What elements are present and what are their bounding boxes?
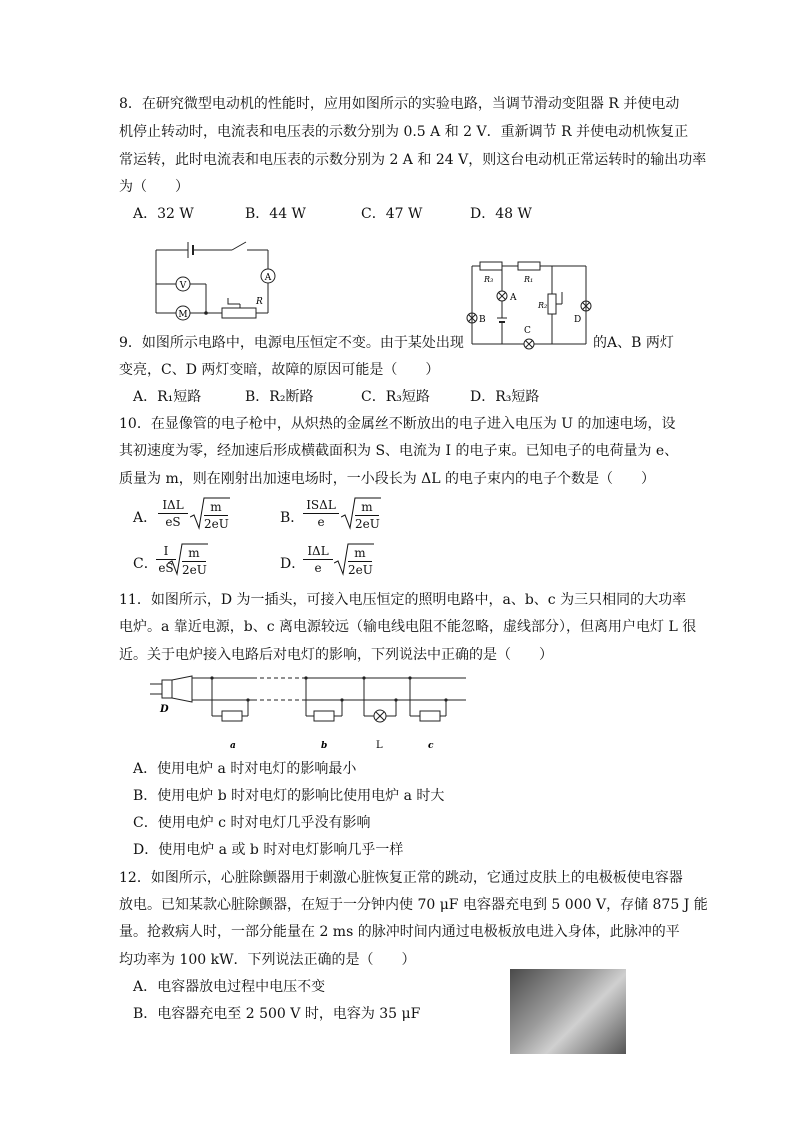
q12-option-a: A．电容器放电过程中电压不变 bbox=[133, 979, 326, 995]
q10-option-a-radicand-den: 2eU bbox=[204, 517, 229, 531]
q10-line-2: 其初速度为零，经加速后形成横截面积为 S、电流为 I 的电子束。已知电子的电荷量为 e、 bbox=[119, 443, 679, 459]
q10-option-c-radicand bbox=[182, 546, 206, 577]
q11-line-3: 近。关于电炉接入电路后对电灯的影响，下列说法中正确的是（ ） bbox=[119, 647, 553, 663]
q10-option-c-radicand-num: m bbox=[188, 546, 200, 560]
q12-option-b: B．电容器充电至 2 500 V 时，电容为 35 μF bbox=[133, 1006, 421, 1022]
q9-lamp-c-label: C bbox=[524, 326, 531, 336]
q8-line-3: 常运转，此时电流表和电压表的示数分别为 2 A 和 24 V，则这台电动机正常运转时的输出功率 bbox=[119, 152, 707, 168]
q10-option-d-denominator-radicand: 2eU bbox=[348, 563, 373, 577]
q10-option-b-fraction bbox=[303, 498, 339, 529]
lamp-l-label: L bbox=[376, 740, 383, 751]
q10-option-d-denominator: e bbox=[314, 561, 322, 575]
voltmeter-label: V bbox=[179, 281, 187, 291]
q11-option-b: B．使用电炉 b 时对电灯的影响比使用电炉 a 时大 bbox=[133, 788, 445, 804]
q9-r1-label: R₁ bbox=[524, 275, 534, 284]
q11-option-c: C．使用电炉 c 时对电灯几乎没有影响 bbox=[133, 815, 371, 831]
q11-option-a: A．使用电炉 a 时对电灯的影响最小 bbox=[133, 761, 357, 777]
q11-option-d: D．使用电炉 a 或 b 时对电灯影响几乎一样 bbox=[133, 842, 404, 858]
q9-circuit-diagram bbox=[466, 258, 600, 353]
heater-c-label: c bbox=[428, 741, 434, 751]
q10-option-b-radicand-den: 2eU bbox=[355, 517, 380, 531]
q10-option-c-label: C． bbox=[133, 556, 158, 572]
q9-option-a: A．R₁短路 bbox=[133, 389, 202, 405]
ammeter-label: A bbox=[264, 273, 272, 283]
q10-option-c-denominator: eS bbox=[158, 561, 174, 575]
q10-line-1: 10．在显像管的电子枪中，从炽热的金属丝不断放出的电子进入电压为 U 的加速电场，设 bbox=[119, 416, 676, 432]
q9-line-2: 变亮，C、D 两灯变暗，故障的原因可能是（ ） bbox=[119, 362, 440, 378]
defibrillator-photo bbox=[510, 969, 626, 1054]
q10-option-d-radicand bbox=[348, 546, 372, 577]
q10-option-d-radicand-num: m bbox=[354, 546, 366, 560]
q8-option-a: A．32 W bbox=[133, 206, 194, 222]
q11-circuit-diagram bbox=[148, 672, 468, 754]
q9-lamp-b-label: B bbox=[479, 315, 486, 325]
q10-option-a-radicand-num: m bbox=[210, 500, 222, 514]
q12-line-1: 12．如图所示，心脏除颤器用于刺激心脏恢复正常的跳动，它通过皮肤上的电极板使电容器 bbox=[119, 870, 683, 886]
q10-option-d-label: D． bbox=[280, 556, 306, 572]
q8-line-2: 机停止转动时，电流表和电压表的示数分别为 0.5 A 和 2 V．重新调节 R 并使电动机恢复正 bbox=[119, 124, 689, 140]
q8-line-1: 8．在研究微型电动机的性能时，应用如图所示的实验电路，当调节滑动变阻器 R 并使电动 bbox=[119, 96, 680, 112]
q9-r3-label: R₃ bbox=[484, 275, 494, 284]
q9-r2-label: R₂ bbox=[538, 301, 548, 310]
q8-option-c: C．47 W bbox=[361, 206, 423, 222]
q8-circuit-diagram bbox=[150, 236, 280, 322]
q9-lamp-d-label: D bbox=[574, 315, 582, 325]
q9-lamp-a-label: A bbox=[510, 293, 517, 303]
q10-option-b-radicand bbox=[355, 500, 379, 531]
q12-line-4: 均功率为 100 kW．下列说法正确的是（ ） bbox=[119, 952, 416, 968]
q8-option-d: D．48 W bbox=[470, 206, 532, 222]
rheostat-label: R bbox=[256, 297, 263, 307]
q9-line-1b: 的A、B 两灯 bbox=[593, 335, 674, 351]
q12-line-3: 量。抢救病人时，一部分能量在 2 ms 的脉冲时间内通过电极板放电进入身体，此脉冲的平 bbox=[119, 924, 680, 940]
q10-option-a-radicand bbox=[204, 500, 228, 531]
q10-option-a-label: A． bbox=[133, 510, 158, 526]
q10-option-c-radicand-den: 2eU bbox=[182, 563, 207, 577]
q10-option-a-denominator: eS bbox=[165, 515, 181, 529]
q9-option-d: D．R₃短路 bbox=[470, 389, 540, 405]
q10-option-a-numerator: IΔL bbox=[162, 498, 184, 512]
q11-line-1: 11．如图所示，D 为一插头，可接入电压恒定的照明电路中，a、b、c 为三只相同的大功率 bbox=[119, 592, 687, 608]
q10-option-d-numerator: IΔL bbox=[307, 544, 329, 558]
q11-line-2: 电炉。a 靠近电源，b、c 离电源较远（输电线电阻不能忽略，虚线部分），但离用户电灯 L 很 bbox=[119, 619, 697, 635]
q10-option-b-denominator: e bbox=[317, 515, 325, 529]
q10-option-c-numerator: I bbox=[163, 544, 169, 558]
q12-line-2: 放电。已知某款心脏除颤器，在短于一分钟内使 70 μF 电容器充电到 5 000 V，存储 875 J 能 bbox=[119, 897, 708, 913]
heater-a-label: a bbox=[230, 741, 236, 751]
q9-line-1a: 9．如图所示电路中，电源电压恒定不变。由于某处出现 bbox=[119, 335, 464, 351]
q8-line-4: 为（ ） bbox=[119, 179, 189, 195]
q10-option-b-radicand-num: m bbox=[361, 500, 373, 514]
q10-line-3: 质量为 m，则在刚射出加速电场时，一小段长为 ΔL 的电子束内的电子个数是（ ） bbox=[119, 471, 656, 487]
plug-label: D bbox=[160, 704, 169, 715]
q9-option-b: B．R₂断路 bbox=[245, 389, 314, 405]
q9-option-c: C．R₃短路 bbox=[361, 389, 430, 405]
q10-option-d-fraction bbox=[303, 544, 333, 575]
heater-b-label: b bbox=[321, 741, 328, 751]
motor-label: M bbox=[178, 310, 188, 320]
q10-option-b-label: B． bbox=[280, 510, 305, 526]
q8-option-b: B．44 W bbox=[245, 206, 306, 222]
q10-option-b-numerator: ISΔL bbox=[306, 498, 336, 512]
q10-option-a-fraction bbox=[158, 498, 188, 529]
